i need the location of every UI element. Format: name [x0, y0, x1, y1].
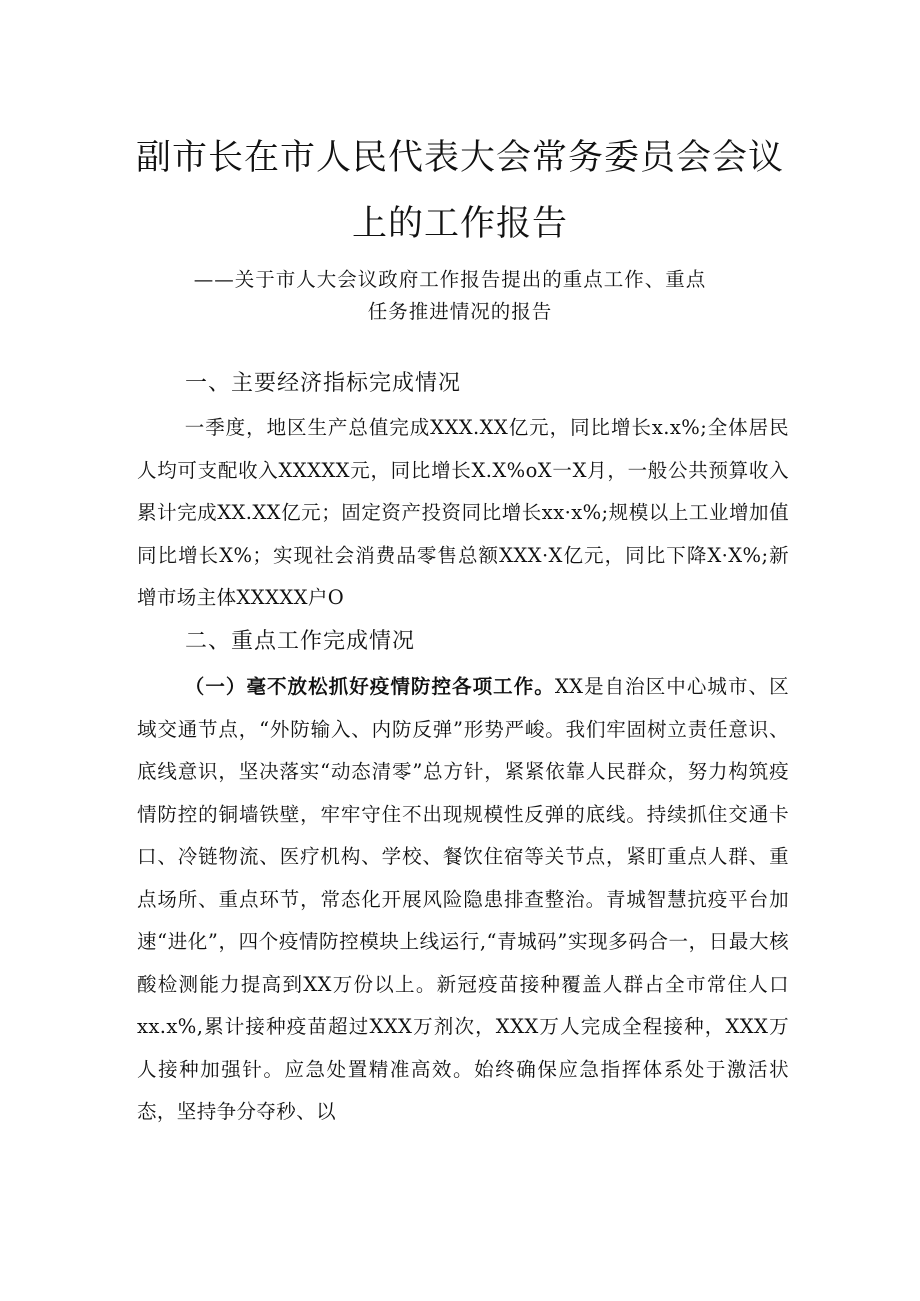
item-1-lead-heading: （一）毫不放松抓好疫情防控各项工作。 — [184, 675, 555, 698]
document-title-line-2: 上的工作报告 — [351, 204, 568, 244]
section-2-paragraph — [137, 666, 789, 1134]
section-1-paragraph: 一季度，地区生产总值完成XXX.XX亿元，同比增长x.x%;全体居民人均可支配收入XXXXX元，同比增长X.X%oX一X月，一般公共预算收入累计完成XX.XX亿元；固定资产投资同比增长xx·x%;规模以上工业增加值同比增长X%；实现社会消费品零售总额XXX·X亿元，同比下降X·X%;新增市场主体XXXXX户O — [137, 416, 789, 609]
section-2-heading: 二、重点工作完成情况 — [185, 629, 416, 654]
document-subtitle-line-2: 任务推进情况的报告 — [367, 300, 553, 323]
document-subtitle-line-1: ——关于市人大会议政府工作报告提出的重点工作、重点 — [193, 268, 707, 291]
section-1-heading: 一、主要经济指标完成情况 — [185, 371, 462, 396]
item-1-body-text: XX是自治区中心城市、区域交通节点，“外防输入、内防反弹”形势严峻。我们牢固树立责任意识、底线意识，坚决落实“动态清零”总方针，紧紧依靠人民群众，努力构筑疫情防控的铜墙铁壁，牢牢守住不出现规模性反弹的底线。持续抓住交通卡口、冷链物流、医疗机构、学校、餐饮住宿等关节点，紧盯重点人群、重点场所、重点环节，常态化开展风险隐患排查整治。青城智慧抗疫平台加速“进化”，四个疫情防控模块上线运行,“青城码”实现多码合一，日最大核酸检测能力提高到XX万份以上。新冠疫苗接种覆盖人群占全市常住人口xx.x%,累计接种疫苗超过XXX万剂次，XXX万人完成全程接种，XXX万人接种加强针。应急处置精准高效。始终确保应急指挥体系处于激活状态，坚持争分夺秒、以 — [137, 675, 789, 1123]
document-title-line-1: 副市长在市人民代表大会常务委员会会议 — [135, 138, 784, 178]
